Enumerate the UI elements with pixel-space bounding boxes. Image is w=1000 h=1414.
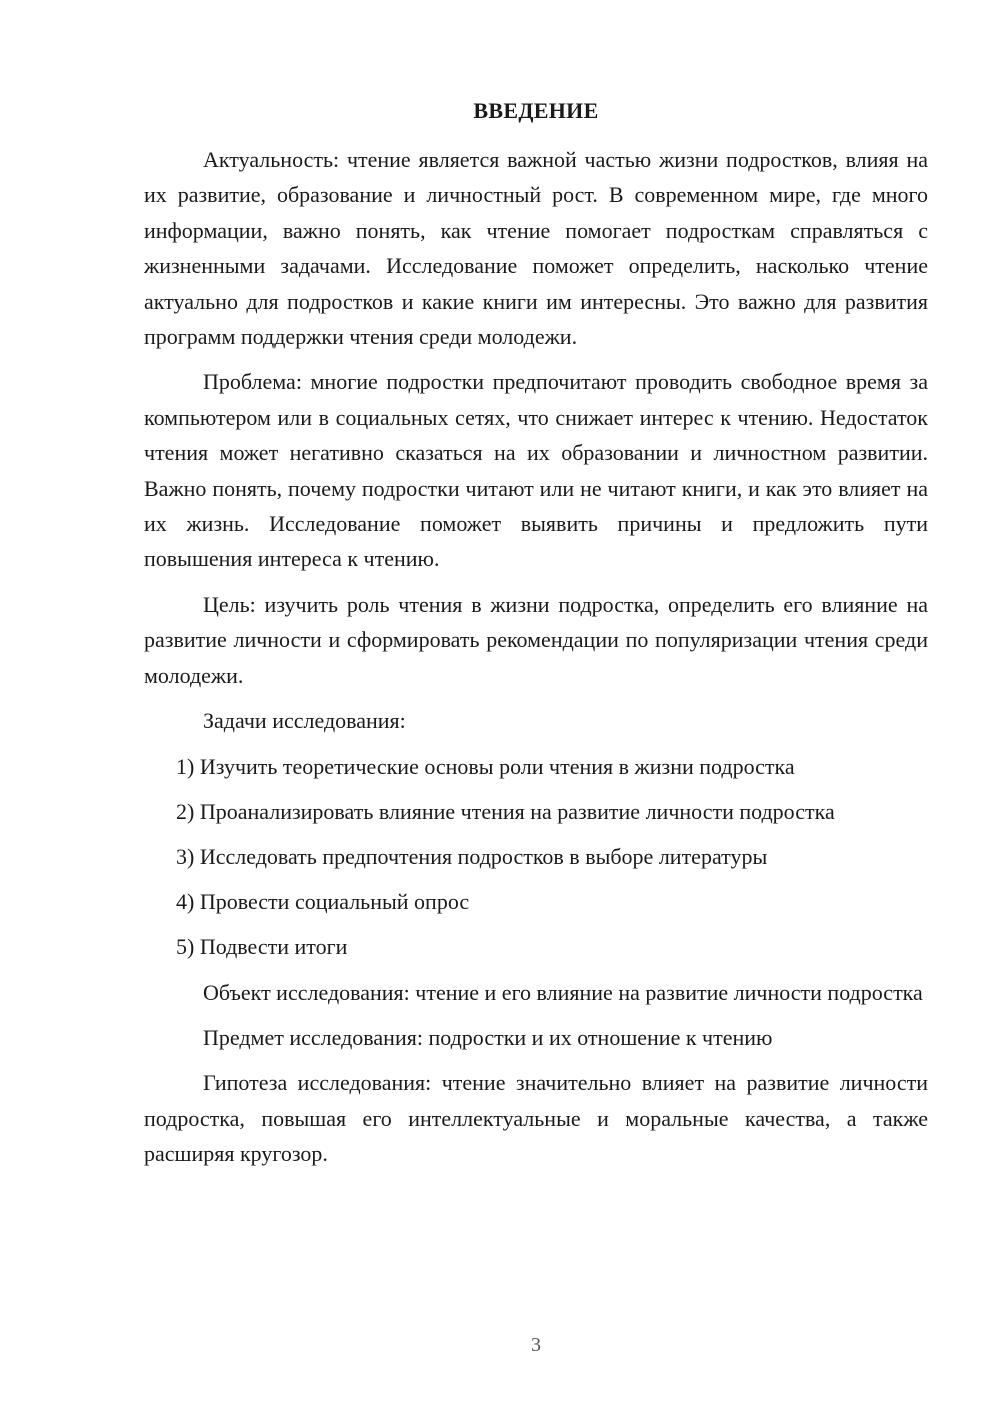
paragraph-object: Объект исследования: чтение и его влияние на развитие личности подростка: [203, 979, 923, 1005]
tasks-list: [144, 749, 928, 965]
task-item: 2) Проанализировать влияние чтения на развитие личности подростка: [176, 798, 835, 824]
task-item: 4) Провести социальный опрос: [176, 889, 470, 915]
paragraph-subject: Предмет исследования: подростки и их отношение к чтению: [203, 1024, 773, 1050]
section-title: ВВЕДЕНИЕ: [473, 98, 599, 123]
paragraph-relevance: Актуальность: чтение является важной частью жизни подростков, влияя на их развитие, образование и личностный рост. В современном мире, где много информации, важно понять, как чтение помогает подросткам справляться с жизненными задачами. Исследование поможет определить, насколько чтение актуально для подростков и какие книги им интересны. Это важно для развития программ поддержки чтения среди молодежи.: [144, 147, 928, 350]
document-body: [144, 142, 928, 1182]
task-item: 3) Исследовать предпочтения подростков в выборе литературы: [176, 843, 768, 869]
paragraph-goal: Цель: изучить роль чтения в жизни подростка, определить его влияние на развитие личности и сформировать рекомендации по популяризации чтения среди молодежи.: [144, 591, 928, 688]
page-number: 3: [531, 1334, 541, 1356]
paragraph-hypothesis: Гипотеза исследования: чтение значительно влияет на развитие личности подростка, повышая его интеллектуальные и моральные качества, а также расширяя кругозор.: [144, 1070, 928, 1167]
task-item: 1) Изучить теоретические основы роли чтения в жизни подростка: [176, 753, 795, 779]
tasks-heading: Задачи исследования:: [203, 708, 406, 734]
task-item: 5) Подвести итоги: [176, 934, 348, 960]
paragraph-problem: Проблема: многие подростки предпочитают проводить свободное время за компьютером или в социальных сетях, что снижает интерес к чтению. Недостаток чтения может негативно сказаться на их образовании и личностном развитии. Важно понять, почему подростки читают или не читают книги, и как это влияет на их жизнь. Исследование поможет выявить причины и предложить пути повышения интереса к чтению.: [144, 369, 928, 572]
